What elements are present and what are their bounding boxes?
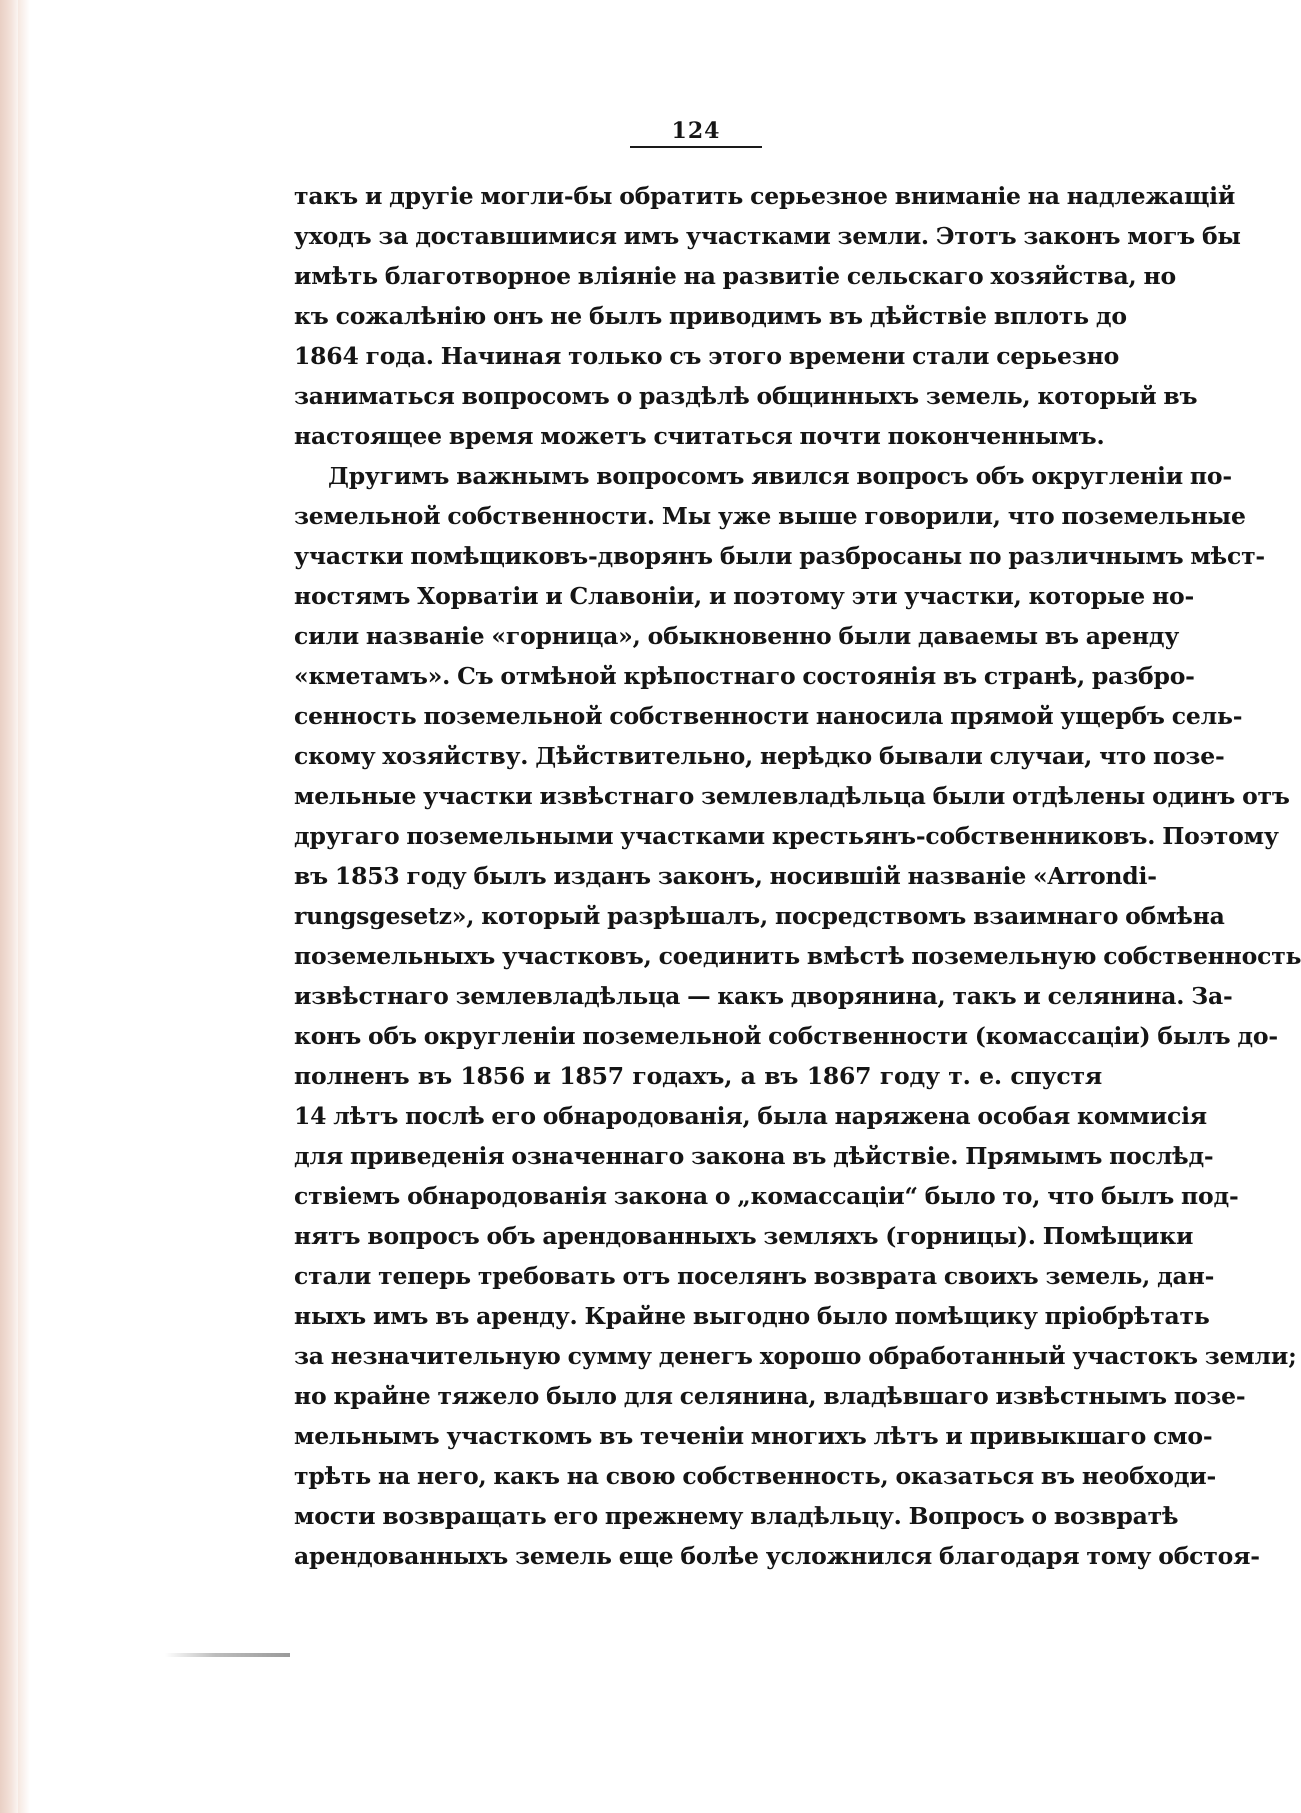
text-line: нятъ вопросъ объ арендованныхъ земляхъ (горницы). Помѣщики — [294, 1222, 1194, 1250]
body-text — [294, 176, 1301, 1576]
text-line: 14 лѣтъ послѣ его обнародованія, была наряжена особая коммисія — [294, 1102, 1207, 1130]
text-line: имѣть благотворное вліяніе на развитіе сельскаго хозяйства, но — [294, 262, 1176, 290]
text-line: конъ объ округленіи поземельной собственности (комассаціи) былъ до- — [294, 1022, 1278, 1050]
text-line: за незначительную сумму денегъ хорошо обработанный участокъ земли; — [294, 1342, 1297, 1370]
text-line: «кметамъ». Съ отмѣной крѣпостнаго состоянія въ странѣ, разбро- — [294, 662, 1195, 690]
text-line: Другимъ важнымъ вопросомъ явился вопросъ объ округленіи по- — [328, 462, 1232, 490]
text-line: ностямъ Хорватіи и Славоніи, и поэтому эти участки, которые но- — [294, 582, 1195, 610]
text-line: rungsgesetz», который разрѣшалъ, посредствомъ взаимнаго обмѣна — [294, 902, 1225, 930]
text-line: заниматься вопросомъ о раздѣлѣ общинныхъ земель, который въ — [294, 382, 1198, 410]
text-line: сенность поземельной собственности наносила прямой ущербъ сель- — [294, 702, 1243, 730]
text-line: для приведенія означеннаго закона въ дѣйствіе. Прямымъ послѣд- — [294, 1142, 1214, 1170]
text-line: поземельныхъ участковъ, соединить вмѣстѣ поземельную собственность — [294, 942, 1301, 970]
text-line: но крайне тяжело было для селянина, владѣвшаго извѣстнымъ позе- — [294, 1382, 1246, 1410]
text-line: трѣть на него, какъ на свою собственность, оказаться въ необходи- — [294, 1462, 1217, 1490]
margin-mark — [165, 1653, 290, 1657]
text-line: къ сожалѣнію онъ не былъ приводимъ въ дѣйствіе вплоть до — [294, 302, 1127, 330]
text-line: мости возвращать его прежнему владѣльцу. Вопросъ о возвратѣ — [294, 1502, 1179, 1530]
text-line: въ 1853 году былъ изданъ законъ, носившій названіе «Arrondi- — [294, 862, 1157, 890]
text-line: стали теперь требовать отъ поселянъ возврата своихъ земель, дан- — [294, 1262, 1215, 1290]
binding-edge-shadow — [18, 0, 30, 1813]
text-line: другаго поземельными участками крестьянъ-собственниковъ. Поэтому — [294, 822, 1279, 850]
text-line: участки помѣщиковъ-дворянъ были разбросаны по различнымъ мѣст- — [294, 542, 1265, 570]
text-line: мельные участки извѣстнаго землевладѣльца были отдѣлены одинъ отъ — [294, 782, 1290, 810]
text-line: уходъ за доставшимися имъ участками земли. Этотъ законъ могъ бы — [294, 222, 1241, 250]
text-line: ствіемъ обнародованія закона о „комассаціи“ было то, что былъ под- — [294, 1182, 1239, 1210]
text-line: полненъ въ 1856 и 1857 годахъ, а въ 1867 году т. е. спустя — [294, 1062, 1102, 1090]
text-line: 1864 года. Начиная только съ этого времени стали серьезно — [294, 342, 1120, 370]
text-line: арендованныхъ земель еще болѣе усложнился благодаря тому обстоя- — [294, 1542, 1260, 1570]
page-number: 124 — [671, 118, 721, 144]
text-line: скому хозяйству. Дѣйствительно, нерѣдко бывали случаи, что позе- — [294, 742, 1225, 770]
text-line: настоящее время можетъ считаться почти поконченнымъ. — [294, 422, 1105, 450]
text-line: земельной собственности. Мы уже выше говорили, что поземельные — [294, 502, 1246, 530]
page-header — [630, 118, 762, 148]
page-number-rule — [630, 146, 762, 148]
text-line: сили названіе «горница», обыкновенно были даваемы въ аренду — [294, 622, 1180, 650]
binding-edge — [0, 0, 18, 1813]
text-line: ныхъ имъ въ аренду. Крайне выгодно было помѣщику пріобрѣтать — [294, 1302, 1210, 1330]
text-line: извѣстнаго землевладѣльца — какъ дворянина, такъ и селянина. За- — [294, 982, 1233, 1010]
text-line: мельнымъ участкомъ въ теченіи многихъ лѣтъ и привыкшаго смо- — [294, 1422, 1213, 1450]
text-line: такъ и другіе могли-бы обратить серьезное вниманіе на надлежащій — [294, 182, 1236, 210]
